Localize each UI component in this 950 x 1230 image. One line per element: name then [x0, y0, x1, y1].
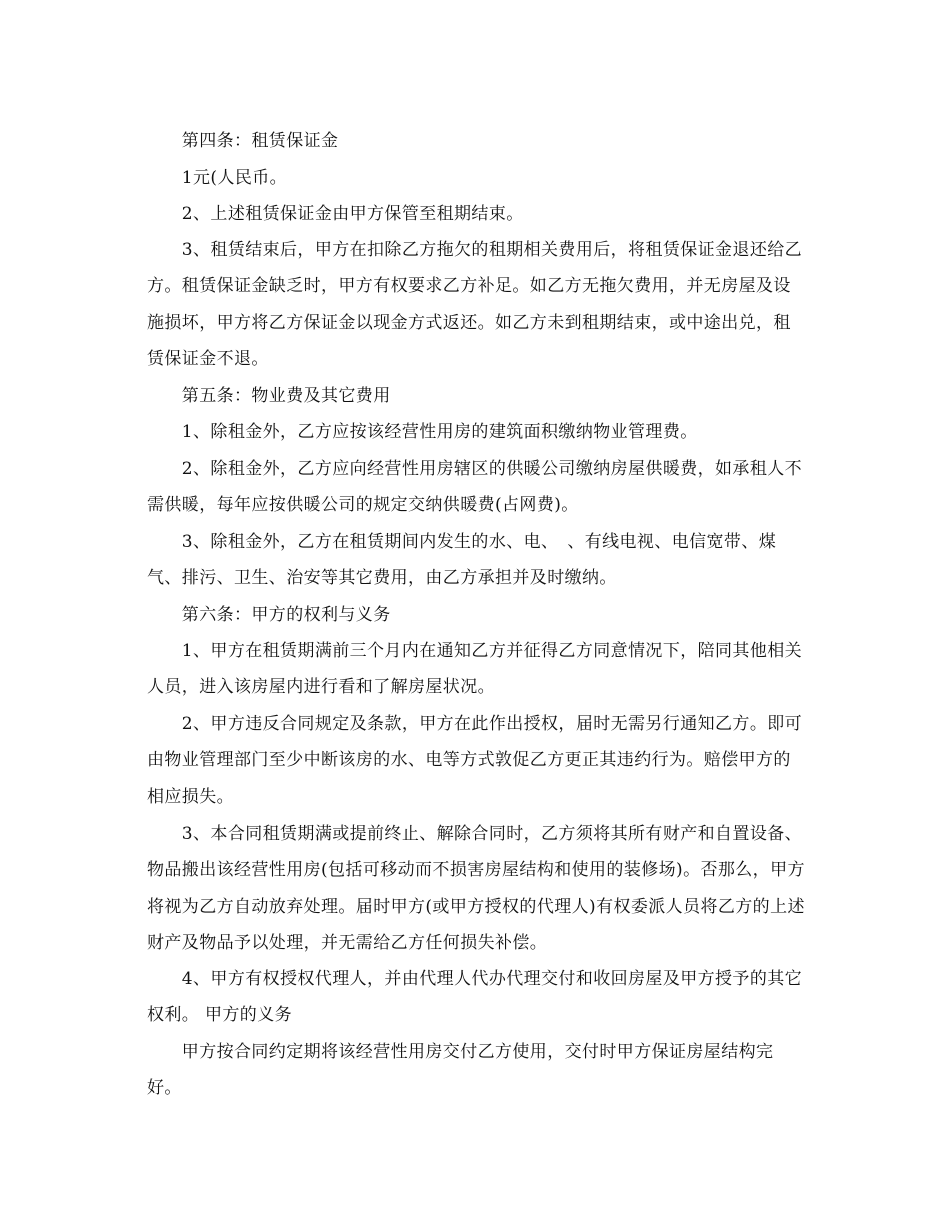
clause-4-2: 2、上述租赁保证金由甲方保管至租期结束。	[147, 204, 524, 224]
clause-6-3: 3、本合同租赁期满或提前终止、解除合同时，乙方须将其所有财产和自置设备、物品搬出该经营性用房(包括可移动而不损害房屋结构和使用的装修场)。否那么，甲方将视为乙方自动放弃处理。届时甲方(或甲方授权的代理人)有权委派人员将乙方的上述财产及物品予以处理，并无需给乙方任何损失补偿。	[147, 824, 805, 954]
clause-5-2: 2、除租金外，乙方应向经营性用房辖区的供暖公司缴纳房屋供暖费，如承租人不需供暖，每年应按供暖公司的规定交纳供暖费(占网费)。	[147, 459, 803, 516]
clause-6-1: 1、甲方在租赁期满前三个月内在通知乙方并征得乙方同意情况下，陪同其他相关人员，进入该房屋内进行看和了解房屋状况。	[147, 641, 803, 698]
clause-4-3: 3、租赁结束后，甲方在扣除乙方拖欠的租期相关费用后，将租赁保证金退还给乙方。租赁保证金缺乏时，甲方有权要求乙方补足。如乙方无拖欠费用，并无房屋及设施损坏，甲方将乙方保证金以现金方式返还。如乙方未到租期结束，或中途出兑，租赁保证金不退。	[147, 240, 803, 370]
clause-5-1: 1、除租金外，乙方应按该经营性用房的建筑面积缴纳物业管理费。	[147, 422, 698, 442]
clause-5-3: 3、除租金外，乙方在租赁期间内发生的水、电、 、有线电视、电信宽带、煤气、排污、卫生、治安等其它费用，由乙方承担并及时缴纳。	[147, 532, 777, 589]
clause-6-4: 4、甲方有权授权代理人，并由代理人代办代理交付和收回房屋及甲方授予的其它权利。 甲方的义务	[147, 969, 803, 1026]
landlord-obligation: 甲方按合同约定期将该经营性用房交付乙方使用，交付时甲方保证房屋结构完好。	[147, 1042, 774, 1099]
deposit-amount: 1元(人民币。	[147, 168, 288, 188]
article-6-heading: 第六条：甲方的权利与义务	[147, 605, 391, 625]
article-4-heading: 第四条：租赁保证金	[147, 131, 339, 151]
clause-6-2: 2、甲方违反合同规定及条款，甲方在此作出授权，届时无需另行通知乙方。即可由物业管理部门至少中断该房的水、电等方式敦促乙方更正其违约行为。赔偿甲方的相应损失。	[147, 714, 803, 807]
article-5-heading: 第五条：物业费及其它费用	[147, 386, 391, 406]
